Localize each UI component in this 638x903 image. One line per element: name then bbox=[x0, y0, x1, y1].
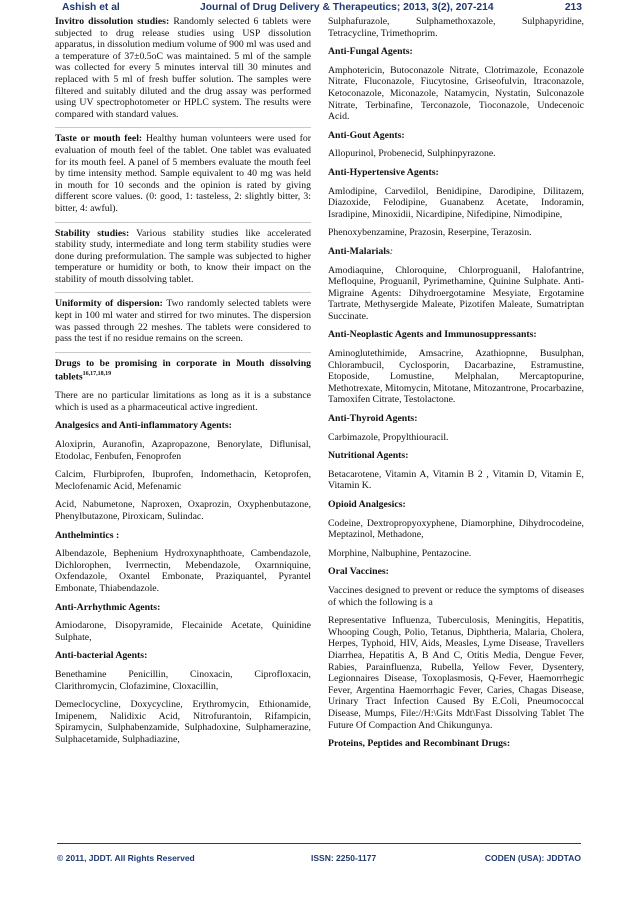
analgesics-list-2: Calcim, Flurbiprofen, Ibuprofen, Indomethacin, Ketoprofen, Meclofenamic Acid, Mefenamic bbox=[55, 469, 311, 492]
anti-malarials-heading bbox=[328, 246, 584, 258]
oral-vaccines-list: Representative Influenza, Tuberculosis, Meningitis, Hepatitis, Whooping Cough, Polio, Tetanus, Diphtheria, Malaria, Cholera, Herpes, Typhoid, HIV, Aids, Measles, Lyme Disease, Travellers Diarrhea, Hepatitis A, B And C, Otitis Media, Dengue Fever, Rabies, Parainfluenza, Rubella, Yellow Fever, Dysentery, Legionnaires Disease, Toxoplasmosis, Q-Fever, Haemorrhegic Fever, Argentina Haemorrhagic Fever, Caries, Chagas Disease, Urinary Tract Infection Caused By E.Coli, Pneumococcal Disease, Mumps, File://H:\Gits Mdt\Fast Dissolving Tablet The Future Of Compaction And Chikungunya. bbox=[328, 615, 584, 731]
stability-paragraph bbox=[55, 228, 311, 286]
proteins-heading: Proteins, Peptides and Recombinant Drugs: bbox=[328, 738, 511, 750]
right-column bbox=[328, 16, 584, 757]
anti-fungal-heading: Anti-Fungal Agents: bbox=[328, 46, 413, 58]
anti-hypertensive-list-1: Amlodipine, Carvedilol, Benidipine, Darodipine, Dilitazem, Diazoxide, Felodipine, Guanabenz Acetate, Indoramin, Isradipine, Minoxidii, Nicardipine, Nifedipine, Nimodipine, bbox=[328, 185, 584, 220]
page-footer bbox=[57, 853, 581, 867]
uniformity-paragraph bbox=[55, 298, 311, 344]
footer-issn: ISSN: 2250-1177 bbox=[311, 853, 377, 863]
divider bbox=[55, 127, 311, 128]
anti-arrhythmic-list: Amiodarone, Disopyramide, Flecainide Acetate, Quinidine Sulphate, bbox=[55, 620, 311, 643]
drugs-heading-text: Drugs to be promising in corporate in Mouth dissolving tablets bbox=[55, 357, 311, 383]
header-author: Ashish et al bbox=[62, 2, 120, 13]
dissolution-heading: Invitro dissolution studies: bbox=[55, 16, 170, 27]
divider bbox=[55, 352, 311, 353]
analgesics-heading: Analgesics and Anti-inflammatory Agents: bbox=[55, 420, 232, 432]
opioid-heading: Opioid Analgesics: bbox=[328, 499, 406, 510]
footer-coden: CODEN (USA): JDDTAO bbox=[484, 853, 581, 863]
uniformity-text: Two randomly selected tablets were kept in 100 ml water and stirred for two minutes. The dispersion was passed through 22 meshes. The tablets were considered to pass the test if no residue remains on the screen. bbox=[55, 298, 311, 345]
anti-hypertensive-list-2: Phenoxybenzamine, Prazosin, Reserpine, Terazosin. bbox=[328, 227, 532, 239]
anti-malarials-colon: : bbox=[389, 245, 393, 257]
divider bbox=[55, 292, 311, 293]
divider bbox=[55, 222, 311, 223]
anti-bacterial-heading: Anti-bacterial Agents: bbox=[55, 650, 148, 662]
header-journal-citation: Journal of Drug Delivery & Therapeutics; 2013, 3(2), 207-214 bbox=[200, 2, 494, 13]
stability-text: Various stability studies like accelerated stability study, intermediate and long term stability studies were done during preformulation. The sample was subjected to higher temperature or humidity or both, to know their impact on the stability of mouth dissolving tablet. bbox=[55, 227, 311, 285]
taste-heading: Taste or mouth feel: bbox=[55, 133, 143, 145]
header-page-number: 213 bbox=[564, 2, 582, 13]
oral-vaccines-intro: Vaccines designed to prevent or reduce the symptoms of diseases of which the following is a bbox=[328, 584, 584, 608]
anti-bacterial-continued: Sulphafurazole, Sulphamethoxazole, Sulphapyridine, Tetracycline, Trimethoprim. bbox=[328, 16, 584, 39]
uniformity-heading: Uniformity of dispersion: bbox=[55, 298, 163, 310]
analgesics-list-1: Aloxiprin, Auranofin, Azapropazone, Benorylate, Diflunisal, Etodolac, Fenbufen, Fenoprofen bbox=[55, 439, 311, 462]
opioid-list-2: Morphine, Nalbuphine, Pentazocine. bbox=[328, 547, 472, 559]
anti-fungal-list: Amphotericin, Butoconazole Nitrate, Clotrimazole, Econazole Nitrate, Fluconazole, Fiucytosine, Griseofulvin, Itraconazole, Ketoconazole, Miconazole, Natamycin, Nystatin, Sulconazole Nitrate, Terbinafine, Terconazole, Tioconazole, Undecenoic Acid. bbox=[328, 64, 584, 123]
nutritional-heading: Nutritional Agents: bbox=[328, 450, 409, 462]
anti-bacterial-list-1: Benethamine Penicillin, Cinoxacin, Ciprofloxacin, Clarithromycin, Clofazimine, Cloxacillin, bbox=[55, 668, 311, 692]
page-header bbox=[62, 2, 582, 16]
anthelmintics-heading: Anthelmintics : bbox=[55, 529, 120, 541]
dissolution-text: Randomly selected 6 tablets were subjected to drug release studies using USP dissolution apparatus, in dissolution medium volume of 900 ml was used and a temperature of 37±0.5oC was maintained. 5 ml of the sample was collected for every 5 minutes interval till 30 minutes and replaced with 5 ml of fresh buffer solution. The samples were filtered and suitably diluted and the drug assay was performed using UV spectrophotometer or HPLC system. The results were compared with standard values. bbox=[55, 16, 312, 120]
anti-bacterial-list-2: Demeclocycline, Doxycycline, Erythromycin, Ethionamide, Imipenem, Nalidixic Acid, Nitrofurantoin, Rifampicin, Spiramycin, Sulphabenzamide, Sulphadoxine, Sulphamerazine, Sulphacetamide, Sulphadiazine, bbox=[55, 699, 311, 745]
taste-paragraph bbox=[55, 133, 311, 214]
anthelmintics-list: Albendazole, Bephenium Hydroxynaphthoate, Cambendazole, Dichlorophen, Iverrnectin, Mebendazole, Oxarnniquine, Oxfendazole, Oxantel Embonate, Praziquantel, Pyrantel Embonate, Thiabendazole. bbox=[55, 548, 311, 594]
dissolution-paragraph bbox=[55, 16, 311, 120]
left-column bbox=[55, 16, 311, 753]
analgesics-list-3: Acid, Nabumetone, Naproxen, Oxaprozin, Oxyphenbutazone, Phenylbutazone, Piroxicam, Sulindac. bbox=[55, 499, 311, 523]
footer-copyright: © 2011, JDDT. All Rights Reserved bbox=[57, 853, 195, 863]
drugs-section-heading bbox=[55, 358, 311, 383]
footer-divider bbox=[57, 843, 581, 844]
taste-text: Healthy human volunteers were used for evaluation of mouth feel of the tablet. One tablet was evaluated for its mouth feel. A panel of 5 members evaluate the mouth feel by time intensity method. Sample equivalent to 40 mg was held in mouth for 10 seconds and the opinion is rated by giving different score values. (0: good, 1: tasteless, 2: slightly bitter, 3: bitter, 4: awful). bbox=[55, 133, 312, 214]
nutritional-list: Betacarotene, Vitamin A, Vitamin B 2 , Vitamin D, Vitamin E, Vitamin K. bbox=[328, 468, 584, 492]
anti-neoplastic-heading: Anti-Neoplastic Agents and Immunosuppressants: bbox=[328, 329, 537, 341]
anti-hypertensive-heading: Anti-Hypertensive Agents: bbox=[328, 166, 439, 178]
anti-malarials-list: Amodiaquine, Chloroquine, Chlorproguanil, Halofantrine, Mefloquine, Proguanil, Pyrimethamine, Quinine Sulphate. Anti-Migraine Agents: Dihydroergotamine Mesyiate, Ergotamine Tartrate, Methysergide Maleate, Pizotifen Maleate, Sumatriptan Succinate. bbox=[328, 264, 584, 322]
anti-gout-list: Allopurinol, Probenecid, Sulphinpyrazone. bbox=[328, 148, 496, 160]
drugs-references: 16,17,18,19 bbox=[82, 371, 112, 378]
anti-gout-heading: Anti-Gout Agents: bbox=[328, 129, 405, 141]
drugs-intro: There are no particular limitations as long as it is a substance which is used as a pharmaceutical active ingredient. bbox=[55, 390, 311, 413]
anti-thyroid-heading: Anti-Thyroid Agents: bbox=[328, 413, 418, 425]
anti-malarials-heading-text: Anti-Malarials bbox=[328, 245, 390, 257]
anti-arrhythmic-heading: Anti-Arrhythmic Agents: bbox=[55, 601, 161, 613]
anti-neoplastic-list: Aminoglutethimide, Amsacrine, Azathiopnne, Busulphan, Chlorambucil, Cyclosporin, Dacarbazine, Estramustine, Etoposide, Lomustine, Melphalan, Mercaptopurine, Methotrexate, Mitomycin, Mitotane, Mitozantrone, Procarbazine, Tamoxifen Citrate, Testolactone. bbox=[328, 348, 584, 406]
anti-thyroid-list: Carbimazole, Propylthiouracil. bbox=[328, 431, 449, 443]
stability-heading: Stability studies: bbox=[55, 227, 130, 239]
oral-vaccines-heading: Oral Vaccines: bbox=[328, 566, 389, 578]
opioid-list-1: Codeine, Dextropropyoxyphene, Diamorphine, Dihydrocodeine, Meptazinol, Methadone, bbox=[328, 517, 584, 541]
